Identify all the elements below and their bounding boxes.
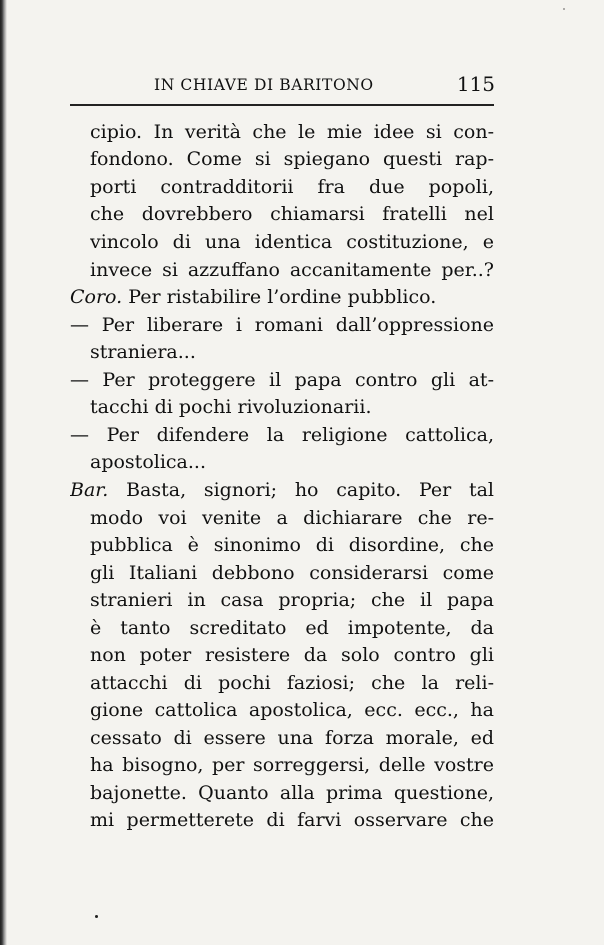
running-title: IN CHIAVE DI BARITONO bbox=[154, 76, 374, 94]
header-rule bbox=[70, 104, 494, 106]
paper-speck bbox=[95, 915, 98, 918]
text-line: modo voi venite a dichiarare che re- bbox=[90, 507, 494, 529]
text-line: fondono. Come si spiegano questi rap- bbox=[90, 148, 494, 170]
text-line: straniera... bbox=[90, 341, 196, 363]
text-line: porti contradditorii fra due popoli, bbox=[90, 176, 494, 198]
text-line: che dovrebbero chiamarsi fratelli nel bbox=[90, 203, 494, 225]
text-line: cipio. In verità che le mie idee si con- bbox=[90, 121, 494, 143]
text-line: invece si azzuffano accanitamente per..? bbox=[90, 259, 494, 281]
text-line: stranieri in casa propria; che il papa bbox=[90, 589, 494, 611]
text-line: mi permetterete di farvi osservare che bbox=[90, 809, 494, 831]
paper-speck bbox=[563, 8, 565, 10]
text-line: attacchi di pochi faziosi; che la reli- bbox=[90, 672, 494, 694]
speaker-label-coro: Coro. bbox=[70, 286, 123, 308]
running-head bbox=[70, 74, 495, 100]
text-line: ha bisogno, per sorreggersi, delle vostre bbox=[90, 754, 494, 776]
text-line: vincolo di una identica costituzione, e bbox=[90, 231, 494, 253]
text-line: è tanto screditato ed impotente, da bbox=[90, 617, 494, 639]
speech-line-coro bbox=[70, 283, 494, 311]
text-line: gli Italiani debbono considerarsi come bbox=[90, 562, 494, 584]
text-line: non poter resistere da solo contro gli bbox=[90, 644, 494, 666]
text-line: pubblica è sinonimo di disordine, che bbox=[90, 534, 494, 556]
text-line: apostolica... bbox=[90, 451, 206, 473]
speech-text: Basta, signori; ho capito. Per tal bbox=[126, 479, 494, 501]
binding-edge bbox=[0, 0, 7, 945]
text-line: — Per difendere la religione cattolica, bbox=[70, 424, 494, 446]
speech-text: Per ristabilire l’ordine pubblico. bbox=[128, 286, 437, 308]
text-line: gione cattolica apostolica, ecc. ecc., ha bbox=[90, 699, 494, 721]
text-line: — Per liberare i romani dall’oppressione bbox=[70, 314, 494, 336]
text-line: — Per proteggere il papa contro gli at- bbox=[70, 369, 494, 391]
text-line: tacchi di pochi rivoluzionarii. bbox=[90, 396, 372, 418]
text-line: bajonette. Quanto alla prima questione, bbox=[90, 782, 494, 804]
speech-line-bar bbox=[70, 476, 494, 504]
page-number: 115 bbox=[456, 72, 495, 96]
text-line: cessato di essere una forza morale, ed bbox=[90, 727, 494, 749]
speaker-label-bar: Bar. bbox=[70, 479, 109, 501]
